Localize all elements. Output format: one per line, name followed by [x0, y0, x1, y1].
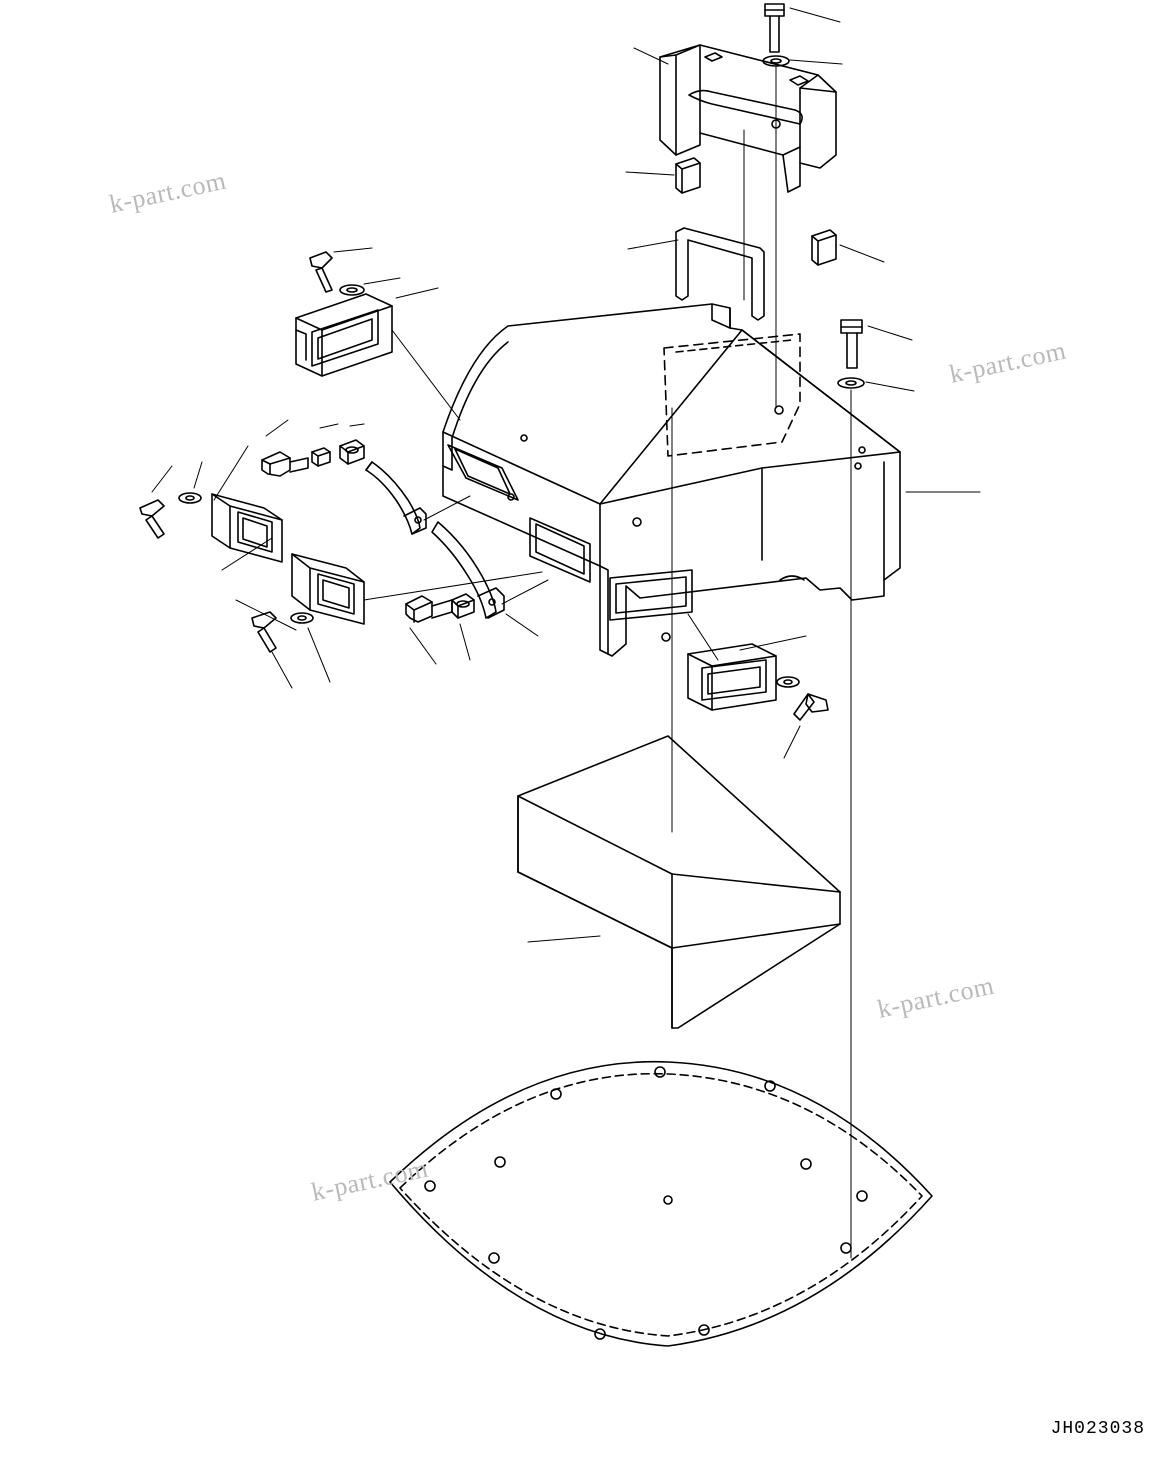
box-insulator-icon	[518, 736, 840, 1028]
washer-left-3-icon	[340, 440, 364, 464]
bracket-top-icon	[660, 45, 836, 192]
washer-left-5-icon	[452, 594, 474, 618]
bolt-right-icon	[841, 320, 862, 368]
grille-mid-left-icon	[212, 494, 282, 562]
washer-left-2-icon	[312, 448, 330, 466]
bolt-left-lower-icon	[406, 596, 452, 622]
grille-bottom-icon	[688, 644, 776, 710]
washer-left-1-icon	[340, 285, 364, 295]
washer-left-4-icon	[179, 493, 201, 503]
handle-lower-icon	[432, 522, 504, 618]
drawing-code: JH023038	[1050, 1419, 1145, 1439]
rubber-stopper-right-icon	[812, 230, 836, 265]
screw-left-1-icon	[310, 252, 332, 292]
watermark: k-part.com	[946, 335, 1069, 389]
grille-upper-left-icon	[296, 294, 392, 376]
screw-bottom-right-icon	[794, 694, 828, 720]
screw-left-2-icon	[140, 500, 164, 538]
bolt-top-icon	[765, 4, 784, 52]
washer-right-icon	[838, 378, 864, 388]
watermark: k-part.com	[308, 1153, 431, 1207]
watermark: k-part.com	[106, 165, 229, 219]
washer-left-6-icon	[291, 613, 313, 623]
bolt-left-upper-icon	[262, 452, 308, 476]
handle-upper-icon	[366, 462, 426, 534]
washer-bottom-icon	[777, 677, 799, 687]
watermark: k-part.com	[874, 970, 997, 1024]
rubber-stopper-left-icon	[676, 158, 700, 193]
